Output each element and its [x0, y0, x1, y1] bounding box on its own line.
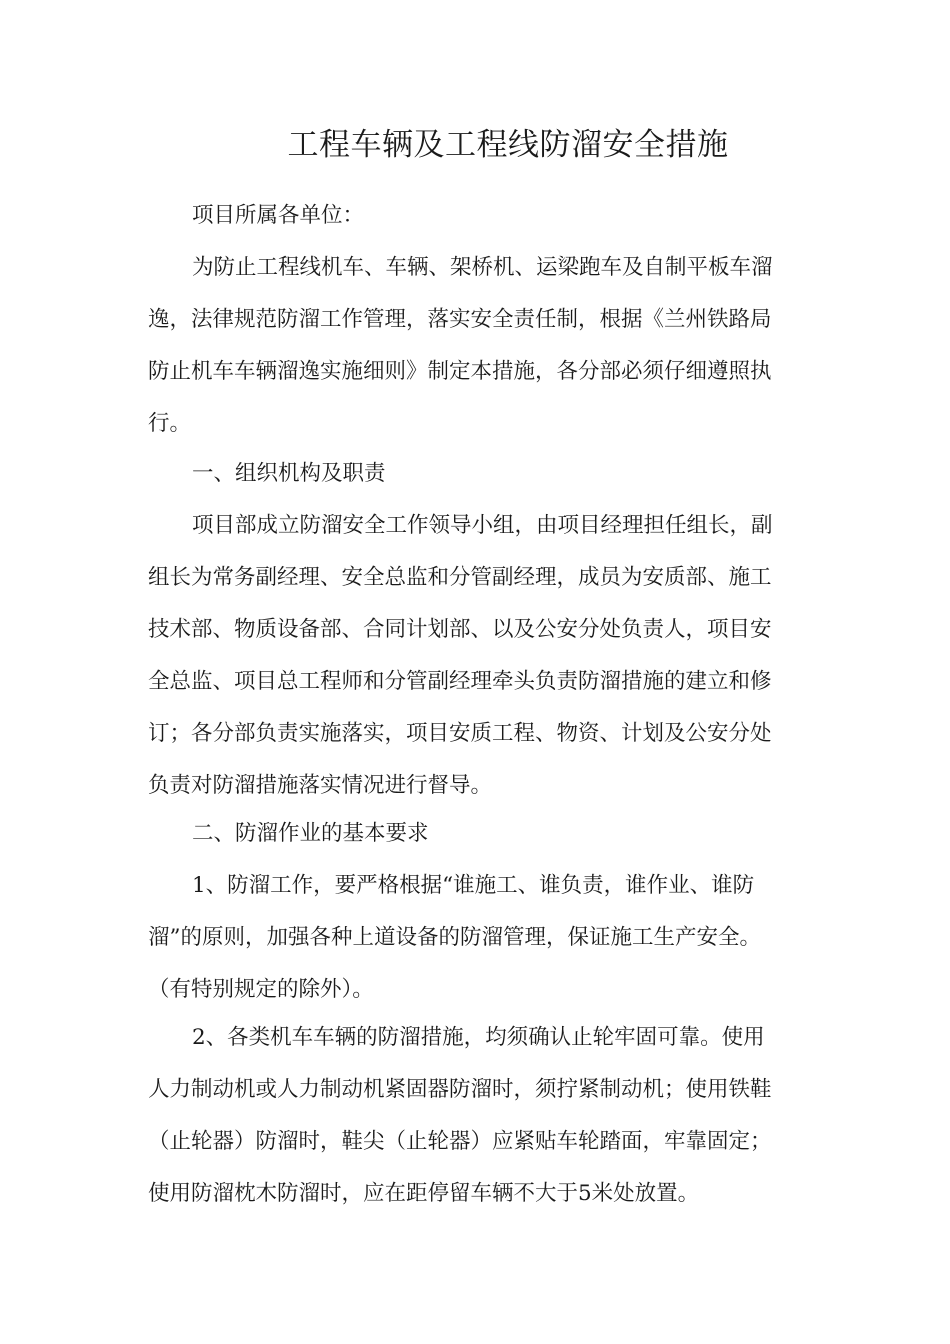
- paragraph-line: 组长为常务副经理、安全总监和分管副经理，成员为安质部、施工: [148, 565, 772, 590]
- section-heading-line: 一、组织机构及职责: [192, 461, 386, 486]
- paragraph-line: 全总监、项目总工程师和分管副经理牵头负责防溜措施的建立和修: [148, 669, 772, 694]
- paragraph-line: 技术部、物质设备部、合同计划部、以及公安分处负责人，项目安: [148, 617, 772, 642]
- paragraph-line: 负责对防溜措施落实情况进行督导。: [148, 773, 493, 798]
- paragraph-line: 逸，法律规范防溜工作管理，落实安全责任制，根据《兰州铁路局: [148, 307, 772, 332]
- document-title: 工程车辆及工程线防溜安全措施: [287, 127, 729, 163]
- section-heading-line: 二、防溜作业的基本要求: [192, 821, 429, 846]
- paragraph-line: （止轮器）防溜时，鞋尖（止轮器）应紧贴车轮踏面，牢靠固定；: [148, 1129, 772, 1154]
- salutation-line: 项目所属各单位：: [192, 203, 365, 228]
- paragraph-line: （有特别规定的除外）。: [148, 977, 374, 1002]
- item1-paragraph: [148, 860, 802, 1016]
- paragraph-line: 订；各分部负责实施落实，项目安质工程、物资、计划及公安分处: [148, 721, 772, 746]
- paragraph-line: 溜”的原则，加强各种上道设备的防溜管理，保证施工生产安全。: [148, 925, 761, 950]
- paragraph-line: 防止机车车辆溜逸实施细则》制定本措施，各分部必须仔细遵照执: [148, 359, 772, 384]
- paragraph-line: 项目部成立防溜安全工作领导小组，由项目经理担任组长，副: [192, 513, 773, 538]
- item2-paragraph: [148, 1012, 802, 1220]
- salutation: [148, 190, 802, 242]
- paragraph-line: 使用防溜枕木防溜时，应在距停留车辆不大于5米处放置。: [148, 1181, 700, 1206]
- section1-paragraph: [148, 500, 802, 812]
- section2-heading: [148, 808, 802, 860]
- section1-heading: [148, 448, 802, 500]
- paragraph-line: 行。: [148, 411, 192, 436]
- paragraph-line: 为防止工程线机车、车辆、架桥机、运梁跑车及自制平板车溜: [192, 255, 773, 280]
- paragraph-line: 1、防溜工作，要严格根据“谁施工、谁负责，谁作业、谁防: [192, 873, 755, 898]
- paragraph-line: 人力制动机或人力制动机紧固器防溜时，须拧紧制动机；使用铁鞋: [148, 1077, 772, 1102]
- intro-paragraph: [148, 242, 802, 450]
- paragraph-line: 2、各类机车车辆的防溜措施，均须确认止轮牢固可靠。使用: [192, 1025, 765, 1050]
